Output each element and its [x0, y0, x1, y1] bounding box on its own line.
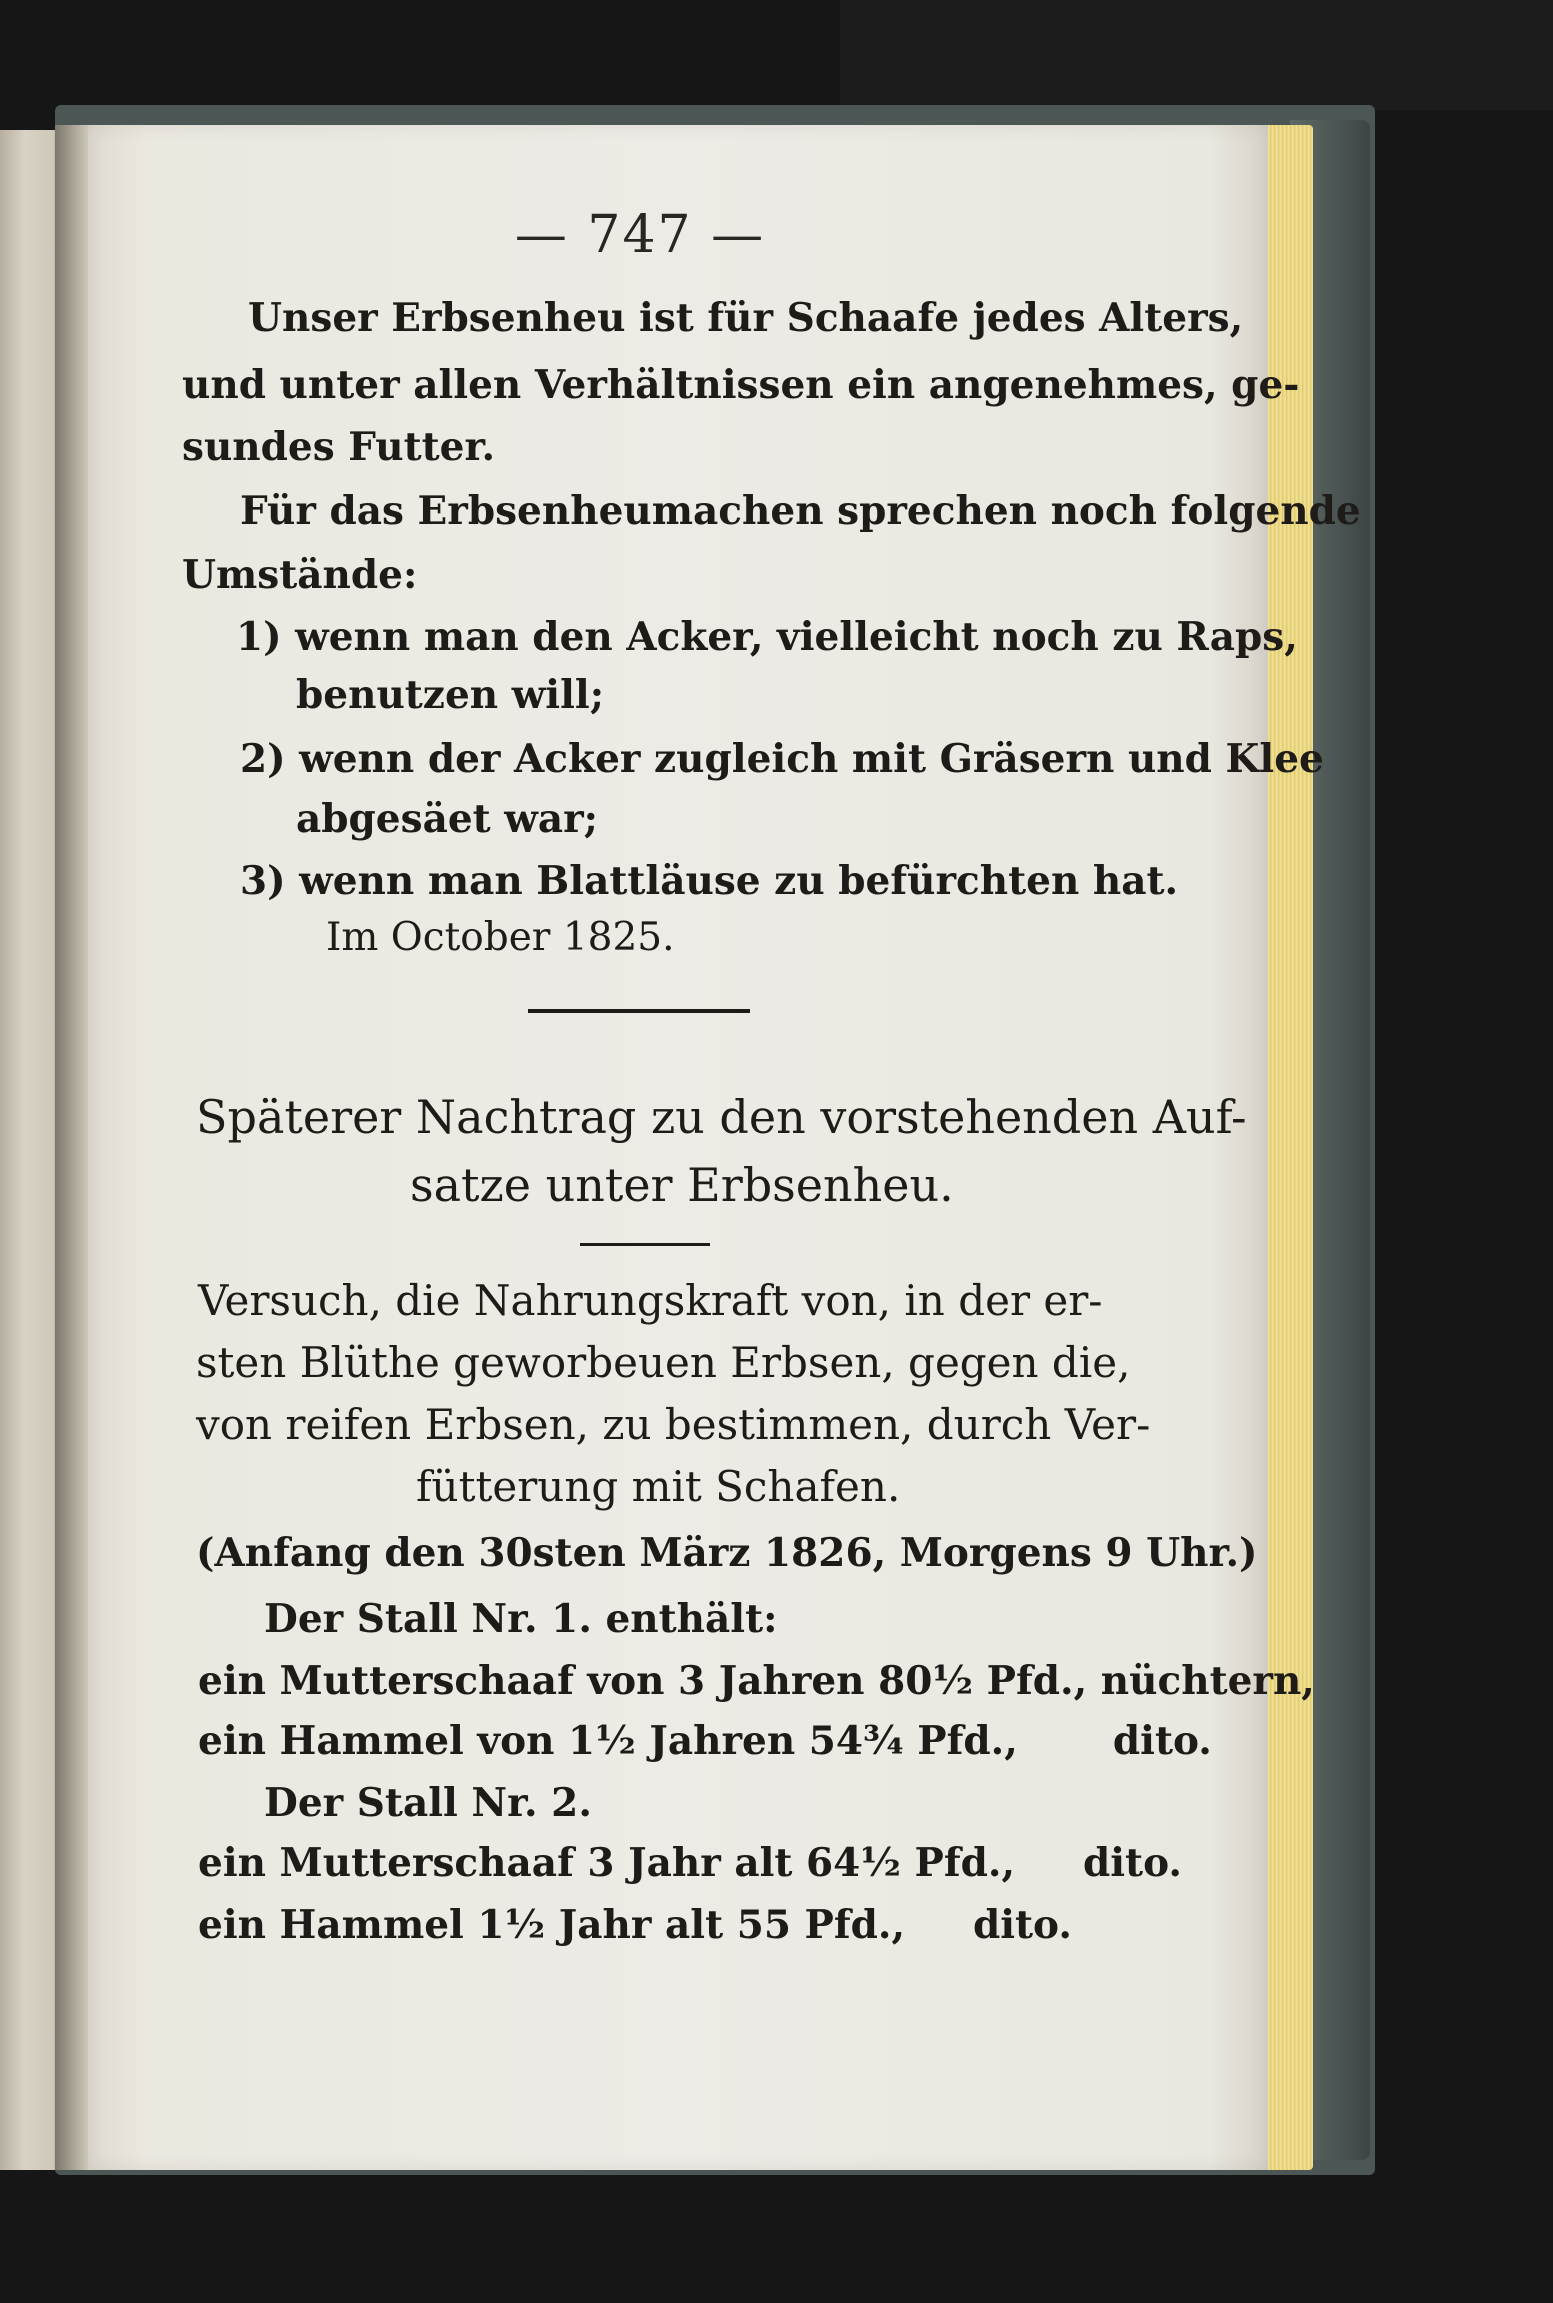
list-item-continuation: benutzen will;: [296, 672, 605, 718]
text-line: (Anfang den 30sten März 1826, Morgens 9 Uhr.): [196, 1530, 1258, 1576]
text-line: sundes Futter.: [182, 424, 496, 470]
divider: [580, 1243, 710, 1246]
text-line: und unter allen Verhältnissen ein angenehmes, ge-: [182, 362, 1300, 408]
list-item-continuation: abgesäet war;: [296, 796, 599, 842]
subheading-line: sten Blüthe geworbeuen Erbsen, gegen die,: [196, 1338, 1131, 1387]
page-number: — 747 —: [514, 205, 766, 265]
subheading-line: fütterung mit Schafen.: [416, 1462, 901, 1511]
text-line: ein Mutterschaaf von 3 Jahren 80½ Pfd., nüchtern,: [198, 1658, 1315, 1704]
text-line: Der Stall Nr. 1. enthält:: [264, 1596, 778, 1642]
text-line: Umstände:: [182, 552, 418, 598]
text-line: Der Stall Nr. 2.: [264, 1780, 592, 1826]
subheading-line: von reifen Erbsen, zu bestimmen, durch Ver-: [196, 1400, 1151, 1449]
section-heading: Späterer Nachtrag zu den vorstehenden Auf-: [196, 1090, 1247, 1144]
left-page-edge: [0, 130, 62, 2170]
subheading-line: Versuch, die Nahrungskraft von, in der er-: [198, 1276, 1103, 1325]
text-line: Für das Erbsenheumachen sprechen noch folgende: [240, 488, 1361, 534]
text-line: ein Hammel von 1½ Jahren 54¾ Pfd., dito.: [198, 1718, 1212, 1764]
list-item: 2) wenn der Acker zugleich mit Gräsern und Klee: [240, 736, 1324, 782]
list-item: 3) wenn man Blattläuse zu befürchten hat.: [240, 858, 1179, 904]
text-line: ein Mutterschaaf 3 Jahr alt 64½ Pfd., dito.: [198, 1840, 1182, 1886]
list-item: 1) wenn man den Acker, vielleicht noch zu Raps,: [236, 614, 1298, 660]
text-line: Unser Erbsenheu ist für Schaafe jedes Alters,: [248, 295, 1244, 341]
background: [840, 0, 1553, 110]
date-line: Im October 1825.: [326, 915, 675, 960]
text-line: ein Hammel 1½ Jahr alt 55 Pfd., dito.: [198, 1902, 1072, 1948]
divider: [528, 1009, 750, 1013]
section-heading-cont: satze unter Erbsenheu.: [410, 1158, 954, 1212]
